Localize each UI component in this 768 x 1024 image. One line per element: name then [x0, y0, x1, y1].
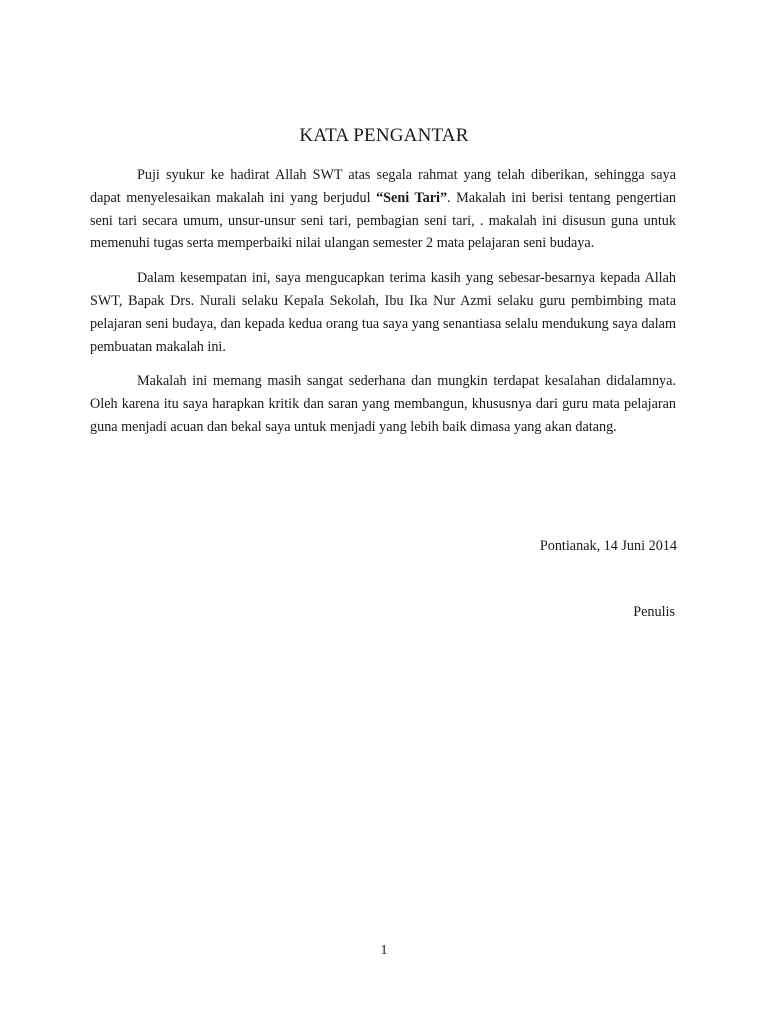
essay-title-bold: “Seni Tari”: [376, 189, 448, 206]
paragraph-closing: Makalah ini memang masih sangat sederhana dan mungkin terdapat kesalahan didalamnya. Oleh karena itu saya harapkan kritik dan saran yang membangun, khususnya dari guru mata pelajaran guna menjadi acuan dan bekal saya untuk menjadi yang lebih baik dimasa yang akan datang.: [90, 373, 676, 435]
place-date: Pontianak, 14 Juni 2014: [539, 538, 677, 554]
page-number: 1: [380, 943, 388, 958]
paragraph-intro: [90, 164, 676, 255]
paragraph-intro-text-start: Puji syukur ke hadirat Allah SWT atas segala rahmat yang telah diberikan, sehingga saya dapat menyelesaikan makalah ini yang berjudul: [90, 167, 676, 206]
paragraph-thanks: Dalam kesempatan ini, saya mengucapkan terima kasih yang sebesar-besarnya kepada Allah SWT, Bapak Drs. Nurali selaku Kepala Sekolah, Ibu Ika Nur Azmi selaku guru pembimbing mata pelajaran seni budaya, dan kepada kedua orang tua saya yang senantiasa selalu mendukung saya dalam pembuatan makalah ini.: [90, 270, 676, 355]
author-signature: Penulis: [633, 604, 675, 620]
page-title: KATA PENGANTAR: [299, 125, 469, 146]
paragraph-intro-text-end: . Makalah ini berisi tentang pengertian seni tari secara umum, unsur-unsur seni tari, pembagian seni tari, . makalah ini disusun guna untuk memenuhi tugas serta memperbaiki nilai ulangan semester 2 mata pelajaran seni budaya.: [90, 189, 676, 252]
document-body: [90, 164, 676, 451]
